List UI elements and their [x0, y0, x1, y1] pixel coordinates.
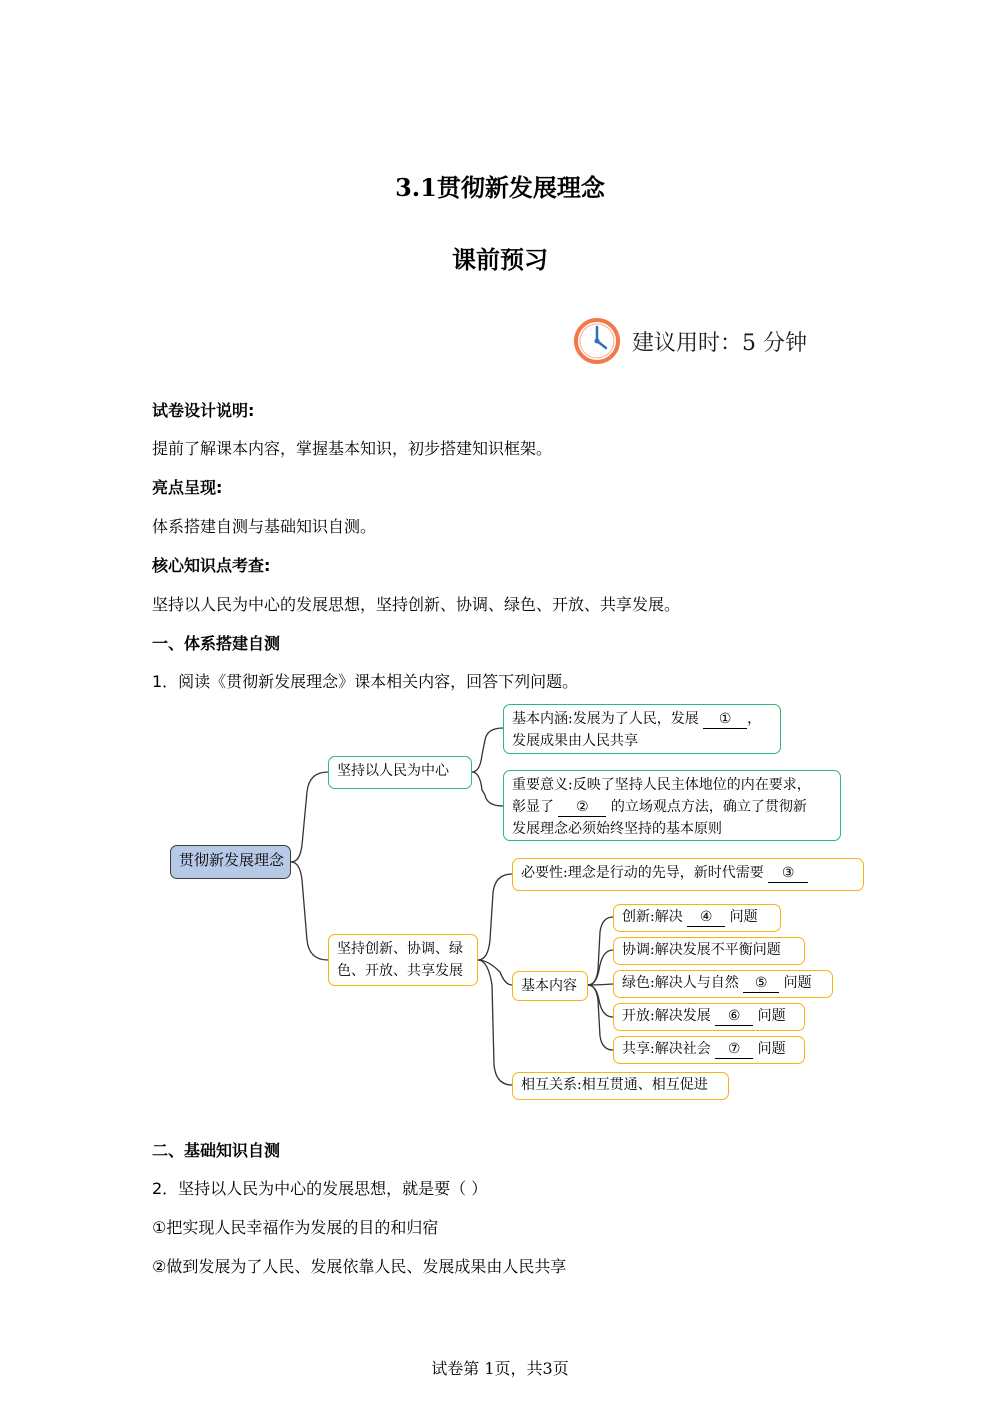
mindmap-leaf-sharing	[613, 1036, 805, 1064]
mindmap-leaf-coordination: 协调:解决发展不平衡问题	[613, 937, 805, 965]
node-text: ，	[747, 711, 762, 727]
document-subtitle: 课前预习	[452, 245, 548, 274]
node-text: 基本内涵:发展为了人民，发展	[512, 711, 699, 727]
node-text: 重要意义:反映了坚持人民主体地位的内在要求，	[512, 777, 811, 793]
node-text: 发展成果由人民共享	[512, 733, 638, 749]
mindmap-node-necessity	[512, 858, 864, 891]
section-heading-1: 一、体系搭建自测	[152, 634, 281, 653]
node-text: 问题	[757, 1041, 786, 1057]
blank-4: ④	[687, 908, 725, 927]
document-title: 3.1贯彻新发展理念	[395, 173, 605, 202]
core-text: 坚持以人民为中心的发展思想，坚持创新、协调、绿色、开放、共享发展。	[152, 595, 681, 614]
node-text: 开放:解决发展	[622, 1008, 711, 1024]
mindmap-branch-people-centered: 坚持以人民为中心	[328, 756, 472, 789]
blank-2: ②	[558, 798, 606, 817]
node-text: 色、开放、共享发展	[337, 963, 463, 979]
node-text: 问题	[757, 1008, 786, 1024]
node-text: 坚持创新、协调、绿	[337, 941, 463, 957]
mindmap-leaf-green	[613, 970, 833, 998]
page-footer: 试卷第 1页，共3页	[431, 1359, 569, 1378]
question-2-option-1: ①把实现人民幸福作为发展的目的和归宿	[152, 1218, 439, 1237]
mindmap-node-basic-meaning	[503, 704, 781, 754]
mindmap-node-significance	[503, 770, 841, 841]
highlight-text: 体系搭建自测与基础知识自测。	[152, 517, 377, 536]
node-text: 问题	[729, 909, 758, 925]
blank-5: ⑤	[743, 974, 779, 993]
blank-6: ⑥	[715, 1007, 753, 1026]
mindmap-branch-five-concepts	[328, 934, 478, 986]
core-label: 核心知识点考查:	[152, 556, 271, 575]
highlight-label: 亮点呈现:	[152, 478, 223, 497]
node-text: 问题	[783, 975, 812, 991]
question-2: 2．坚持以人民为中心的发展思想，就是要（ ）	[152, 1179, 488, 1198]
node-text: 彰显了	[512, 799, 554, 815]
mindmap-leaf-openness	[613, 1003, 805, 1031]
mindmap-node-basic-content: 基本内容	[512, 971, 588, 1001]
node-text: 共享:解决社会	[622, 1041, 711, 1057]
design-label: 试卷设计说明:	[152, 401, 255, 420]
question-2-option-2: ②做到发展为了人民、发展依靠人民、发展成果由人民共享	[152, 1257, 567, 1276]
node-text: 创新:解决	[622, 909, 683, 925]
question-1: 1．阅读《贯彻新发展理念》课本相关内容，回答下列问题。	[152, 672, 579, 691]
section-heading-2: 二、基础知识自测	[152, 1141, 281, 1160]
mindmap-root: 贯彻新发展理念	[170, 845, 291, 879]
node-text: 必要性:理念是行动的先导，新时代需要	[521, 865, 764, 881]
mindmap-node-relationship: 相互关系:相互贯通、相互促进	[512, 1072, 729, 1100]
node-text: 的立场观点方法，确立了贯彻新	[610, 799, 807, 815]
node-text: 绿色:解决人与自然	[622, 975, 739, 991]
design-text: 提前了解课本内容，掌握基本知识，初步搭建知识框架。	[152, 439, 553, 458]
blank-7: ⑦	[715, 1040, 753, 1059]
blank-1: ①	[703, 710, 747, 729]
suggested-time-text: 建议用时：5 分钟	[632, 330, 807, 356]
blank-3: ③	[768, 864, 808, 883]
node-text: 发展理念必须始终坚持的基本原则	[512, 821, 722, 837]
mindmap-leaf-innovation	[613, 904, 781, 932]
